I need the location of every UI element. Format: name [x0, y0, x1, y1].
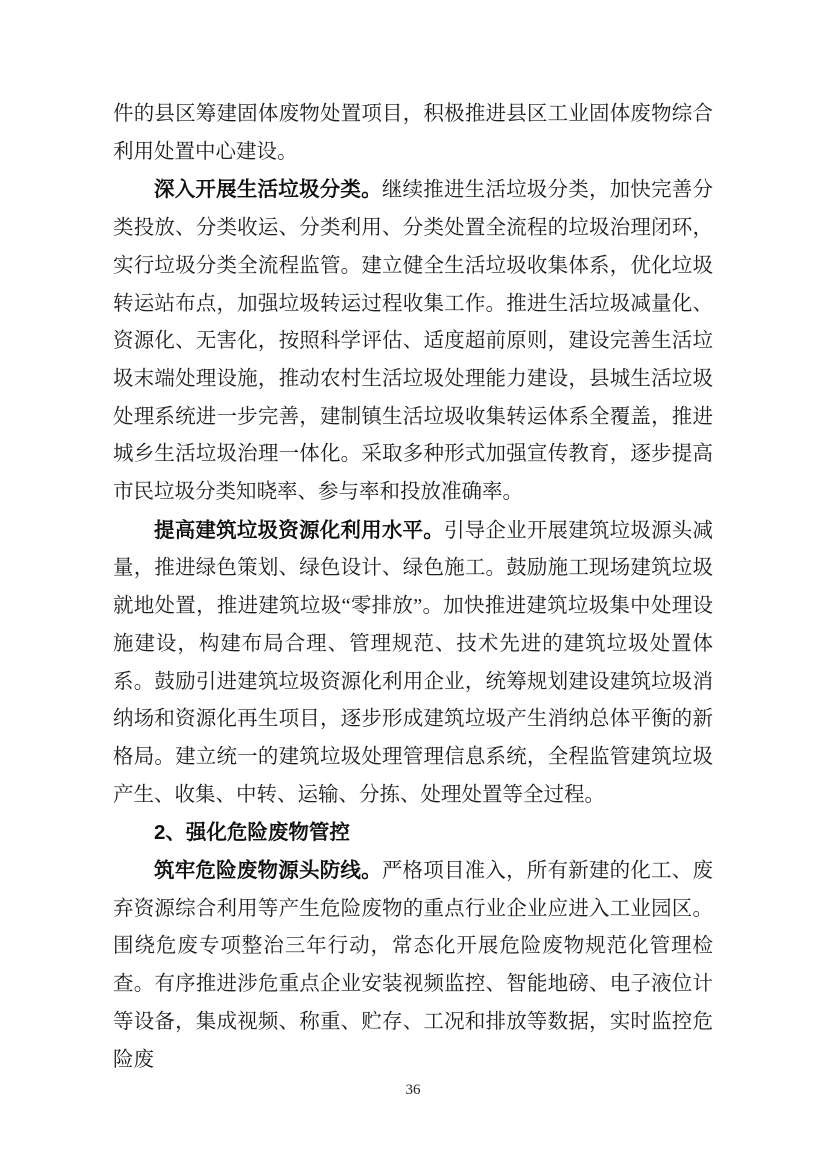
page-number: 36 [405, 1082, 421, 1098]
paragraph-construction-waste [113, 512, 713, 815]
paragraph-text: 件的县区筹建固体废物处置项目，积极推进县区工业固体废物综合利用处置中心建设。 [113, 103, 713, 163]
paragraph-lead: 筑牢危险废物源头防线。 [154, 859, 382, 883]
section-heading-hazardous-waste [113, 814, 713, 852]
paragraph-waste-sorting [113, 171, 713, 511]
paragraph-hazardous-waste-source [113, 852, 713, 1079]
paragraph-text: 严格项目准入，所有新建的化工、废弃资源综合利用等产生危险废物的重点行业企业应进入工业园区。围绕危废专项整治三年行动，常态化开展危险废物规范化管理检查。有序推进涉危重点企业安装视频监控、智能地磅、电子液位计等设备，集成视频、称重、贮存、工况和排放等数据，实时监控危险废 [113, 860, 714, 1071]
heading-text: 2、强化危险废物管控 [154, 821, 350, 845]
paragraph-text: 引导企业开展建筑垃圾源头减量，推进绿色策划、绿色设计、绿色施工。鼓励施工现场建筑垃圾就地处置，推进建筑垃圾“零排放”。加快推进建筑垃圾集中处理设施建设，构建布局合理、管理规范、技术先进的建筑垃圾处置体系。鼓励引进建筑垃圾资源化利用企业，统筹规划建设建筑垃圾消纳场和资源化再生项目，逐步形成建筑垃圾产生消纳总体平衡的新格局。建立统一的建筑垃圾处理管理信息系统，全程监管建筑垃圾产生、收集、中转、运输、分拣、处理处置等全过程。 [113, 519, 714, 806]
paragraph-lead: 提高建筑垃圾资源化利用水平。 [154, 518, 444, 542]
page-body [113, 96, 713, 1079]
paragraph-text: 继续推进生活垃圾分类，加快完善分类投放、分类收运、分类利用、分类处置全流程的垃圾治理闭环，实行垃圾分类全流程监管。建立健全生活垃圾收集体系，优化垃圾转运站布点，加强垃圾转运过程收集工作。推进生活垃圾减量化、资源化、无害化，按照科学评估、适度超前原则，建设完善生活垃圾末端处理设施，推动农村生活垃圾处理能力建设，县城生活垃圾处理系统进一步完善，建制镇生活垃圾收集转运体系全覆盖，推进城乡生活垃圾治理一体化。采取多种形式加强宣传教育，逐步提高市民垃圾分类知晓率、参与率和投放准确率。 [113, 179, 714, 504]
paragraph-lead: 深入开展生活垃圾分类。 [154, 178, 382, 202]
paragraph-continuation [113, 96, 713, 171]
